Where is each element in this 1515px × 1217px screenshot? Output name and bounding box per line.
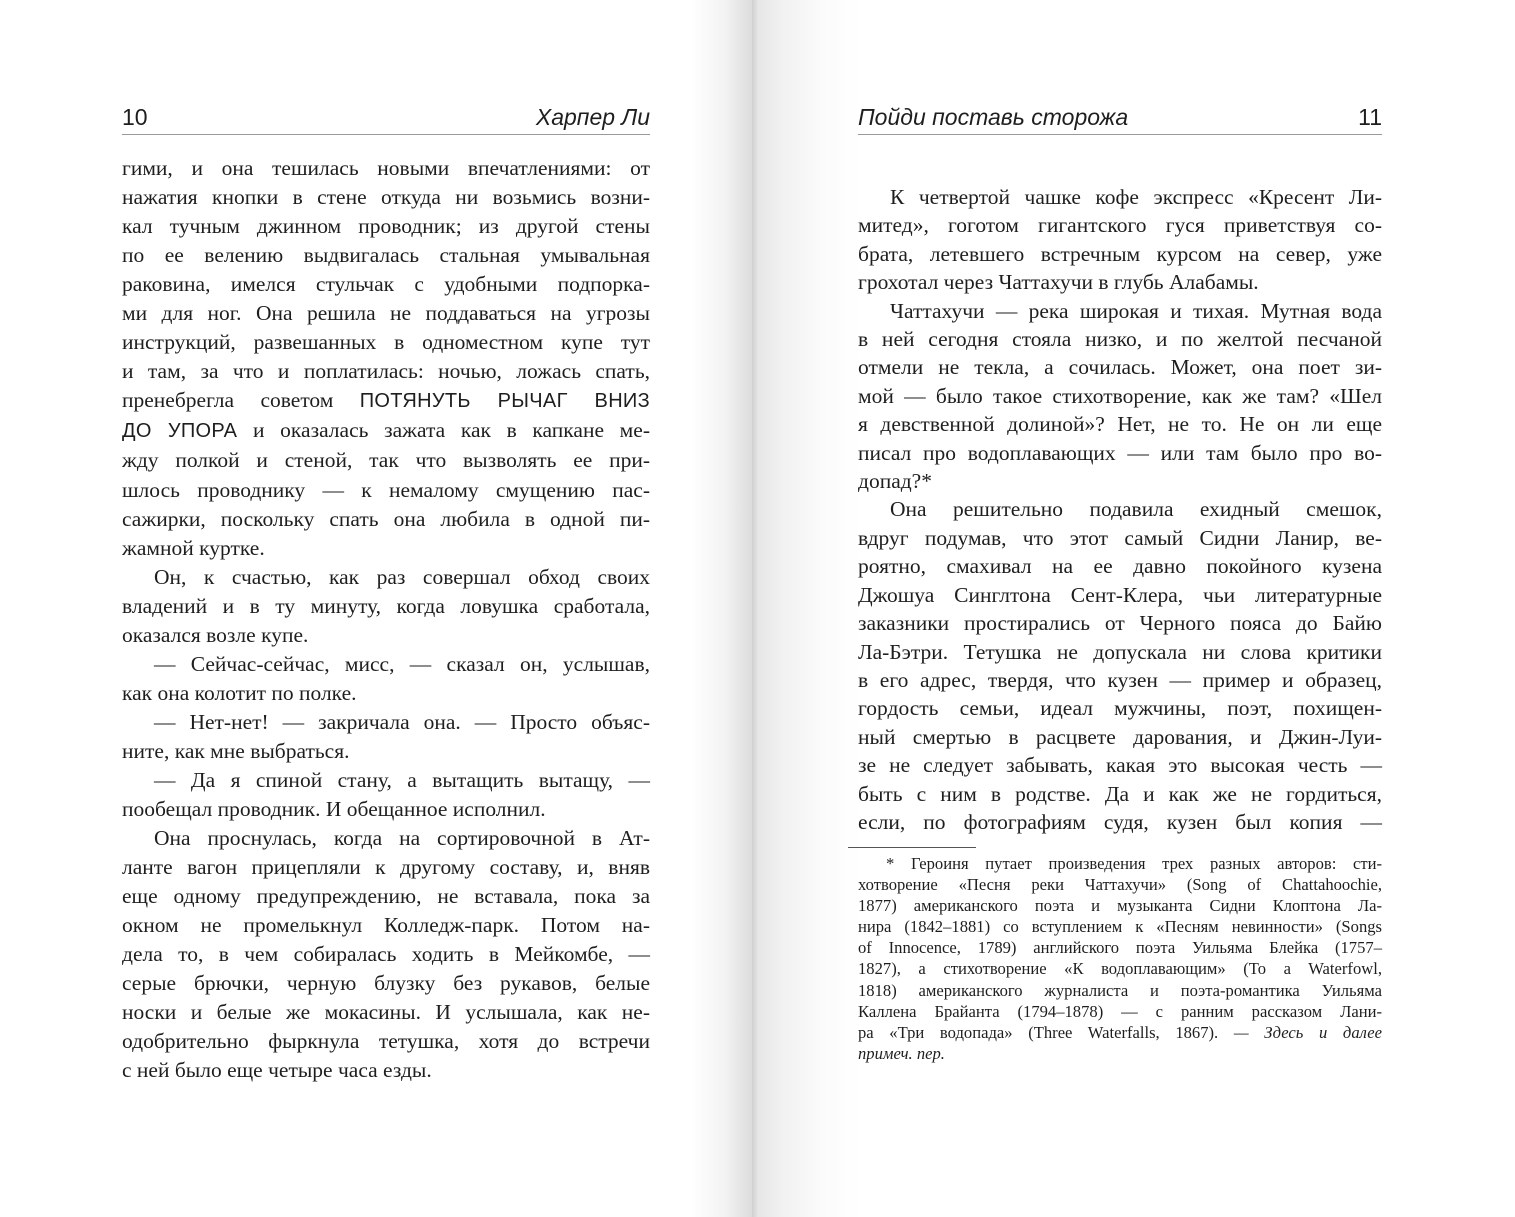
text-line: нира (1842–1881) со вступлением к «Песням невинности» (Songs bbox=[858, 917, 1382, 937]
text-line: Чаттахучи — река широкая и тихая. Мутная вода bbox=[890, 298, 1382, 323]
emphasized-instruction: ДО УПОРА bbox=[122, 420, 238, 443]
text-line: Каллена Брайанта (1794–1878) — с ранним рассказом Лани- bbox=[858, 1001, 1382, 1021]
text-line bbox=[122, 416, 650, 446]
text-line: инструкций, развешанных в одноместном купе тут bbox=[122, 330, 650, 355]
text-line: заказники простирались от Черного пояса до Байю bbox=[858, 611, 1382, 636]
paragraph bbox=[122, 563, 650, 650]
text-line: окном не промелькнул Колледж-парк. Потом на- bbox=[122, 913, 650, 938]
text-line: брата, летевшего встречным курсом на север, уже bbox=[858, 241, 1382, 266]
text-line: дела то, в чем собиралась ходить в Мейкомбе, — bbox=[122, 942, 650, 967]
text-line: раковина, имелся стульчак с удобными подпорка- bbox=[122, 272, 650, 297]
right-page-body bbox=[858, 183, 1382, 836]
text-line bbox=[858, 1022, 1382, 1043]
text-line: пообещал проводник. И обещанное исполнил. bbox=[122, 797, 546, 822]
text-line: Он, к счастью, как раз совершал обход своих bbox=[154, 564, 650, 589]
text-line: кал тучным джинном проводник; из другой стены bbox=[122, 214, 650, 239]
text-line: Джошуа Синглтона Сент-Клера, чьи литературные bbox=[858, 582, 1382, 607]
text-line: хотворение «Песня реки Чаттахучи» (Song of Chattahoochie, bbox=[858, 875, 1382, 895]
text-line: — Нет-нет! — закричала она. — Просто объяс- bbox=[154, 709, 650, 734]
text-line: вдруг подумав, что этот самый Сидни Ланир, ве- bbox=[858, 525, 1382, 550]
text-line: ный смертью в расцвете дарования, и Джин-Луи- bbox=[858, 724, 1382, 749]
text-line: мой — было такое стихотворение, как же там? «Шел bbox=[858, 383, 1382, 408]
text-line: * Героиня путает произведения трех разных авторов: сти- bbox=[886, 854, 1382, 873]
text-line: еще одному предупреждению, не вставала, пока за bbox=[122, 884, 650, 909]
text-segment: ра «Три водопада» (Three Waterfalls, 1867). bbox=[858, 1022, 1234, 1042]
text-line: я девственной долиной»? Нет, не то. Не он ли еще bbox=[858, 412, 1382, 437]
text-line: 1827), а стихотворение «К водоплавающим» (To a Waterfowl, bbox=[858, 959, 1382, 979]
paragraph bbox=[858, 183, 1382, 297]
text-line: носки и белые же мокасины. И услышала, как не- bbox=[122, 1000, 650, 1025]
paragraph bbox=[122, 824, 650, 1085]
text-line: как она колотит по полке. bbox=[122, 680, 357, 705]
text-line: — Да я спиной стану, а вытащить вытащу, — bbox=[154, 767, 650, 792]
italic-note: примеч. пер. bbox=[858, 1043, 945, 1063]
text-line: шлось проводнику — к немалому смущению пас- bbox=[122, 477, 650, 502]
text-line: одобрительно фыркнула тетушка, хотя до встречи bbox=[122, 1029, 650, 1054]
page-number: 11 bbox=[1358, 104, 1382, 130]
text-segment: и оказалась зажата как в капкане ме- bbox=[237, 418, 650, 443]
text-line: и там, за что и поплатилась: ночью, ложась спать, bbox=[122, 359, 650, 384]
text-line: владений и в ту минуту, когда ловушка сработала, bbox=[122, 593, 650, 618]
text-line: серые брючки, черную блузку без рукавов, белые bbox=[122, 971, 650, 996]
text-line: of Innocence, 1789) английского поэта Уильяма Блейка (1757– bbox=[858, 938, 1382, 958]
text-line bbox=[858, 1043, 1382, 1064]
text-line: К четвертой чашке кофе экспресс «Кресент Ли- bbox=[890, 185, 1382, 209]
text-line: ми для ног. Она решила не поддаваться на угрозы bbox=[122, 301, 650, 326]
footnote bbox=[858, 853, 1382, 1064]
emphasized-instruction: ПОТЯНУТЬ РЫЧАГ ВНИЗ bbox=[359, 390, 650, 413]
right-page bbox=[752, 0, 1515, 1217]
text-line: роятно, смахивал на ее давно покойного кузена bbox=[858, 554, 1382, 579]
text-segment: пренебрегла советом bbox=[122, 388, 360, 413]
text-line: Ла-Бэтри. Тетушка не допускала ни слова критики bbox=[858, 639, 1382, 664]
text-line: 1877) американского поэта и музыканта Сидни Клоптона Ла- bbox=[858, 896, 1382, 916]
running-head-author: Харпер Ли bbox=[535, 104, 650, 130]
right-page-header bbox=[858, 100, 1382, 135]
italic-note: — Здесь и далее bbox=[1233, 1022, 1382, 1042]
text-line: грохотал через Чаттахучи в глубь Алабамы. bbox=[858, 270, 1259, 295]
text-line: митед», гоготом гигантского гуся приветствуя со- bbox=[858, 213, 1382, 238]
text-line: Она проснулась, когда на сортировочной в Ат- bbox=[154, 826, 650, 851]
text-line: по ее велению выдвигалась стальная умывальная bbox=[122, 243, 650, 268]
text-line: отмели не текла, а сочилась. Может, она поет зи- bbox=[858, 355, 1382, 380]
text-line: сажирки, поскольку спать она любила в одной пи- bbox=[122, 506, 650, 531]
text-line: нажатия кнопки в стене откуда ни возьмись возни- bbox=[122, 185, 650, 210]
text-line: если, по фотографиям судя, кузен был копия — bbox=[858, 809, 1382, 834]
footnote-divider bbox=[848, 847, 976, 848]
text-line: допад?* bbox=[858, 469, 932, 494]
paragraph bbox=[122, 650, 650, 708]
page-number: 10 bbox=[122, 104, 148, 130]
left-page-header bbox=[122, 100, 650, 135]
text-line: писал про водоплавающих — или там было про во- bbox=[858, 440, 1382, 465]
text-line bbox=[122, 386, 650, 416]
paragraph bbox=[122, 766, 650, 824]
paragraph bbox=[858, 495, 1382, 836]
text-line: — Сейчас-сейчас, мисс, — сказал он, услышав, bbox=[154, 651, 650, 676]
text-line: зе не следует забывать, какая это высокая честь — bbox=[858, 753, 1382, 778]
text-line: жду полкой и стеной, так что вызволять ее при- bbox=[122, 448, 650, 473]
text-line: жамной куртке. bbox=[122, 535, 265, 560]
text-line: ланте вагон прицепляли к другому составу, и, вняв bbox=[122, 855, 650, 880]
text-line: быть с ним в родстве. Да и как же не гордиться, bbox=[858, 781, 1382, 806]
left-page-body bbox=[122, 154, 650, 1086]
text-line: 1818) американского журналиста и поэта-романтика Уильяма bbox=[858, 980, 1382, 1000]
text-line: гими, и она тешилась новыми впечатлениями: от bbox=[122, 156, 650, 180]
text-line: оказался возле купе. bbox=[122, 622, 309, 647]
paragraph bbox=[122, 154, 650, 563]
text-line: ните, как мне выбраться. bbox=[122, 738, 350, 763]
paragraph bbox=[122, 708, 650, 766]
text-line: с ней было еще четыре часа езды. bbox=[122, 1058, 432, 1083]
running-head-title: Пойди поставь сторожа bbox=[858, 104, 1129, 130]
text-line: в ней сегодня стояла низко, и по желтой песчаной bbox=[858, 327, 1382, 352]
text-line: Она решительно подавила ехидный смешок, bbox=[890, 497, 1382, 522]
left-page bbox=[0, 0, 752, 1217]
text-line: в его адрес, твердя, что кузен — пример и образец, bbox=[858, 667, 1382, 692]
text-line: гордость семьи, идеал мужчины, поэт, похищен- bbox=[858, 696, 1382, 721]
paragraph bbox=[858, 297, 1382, 496]
